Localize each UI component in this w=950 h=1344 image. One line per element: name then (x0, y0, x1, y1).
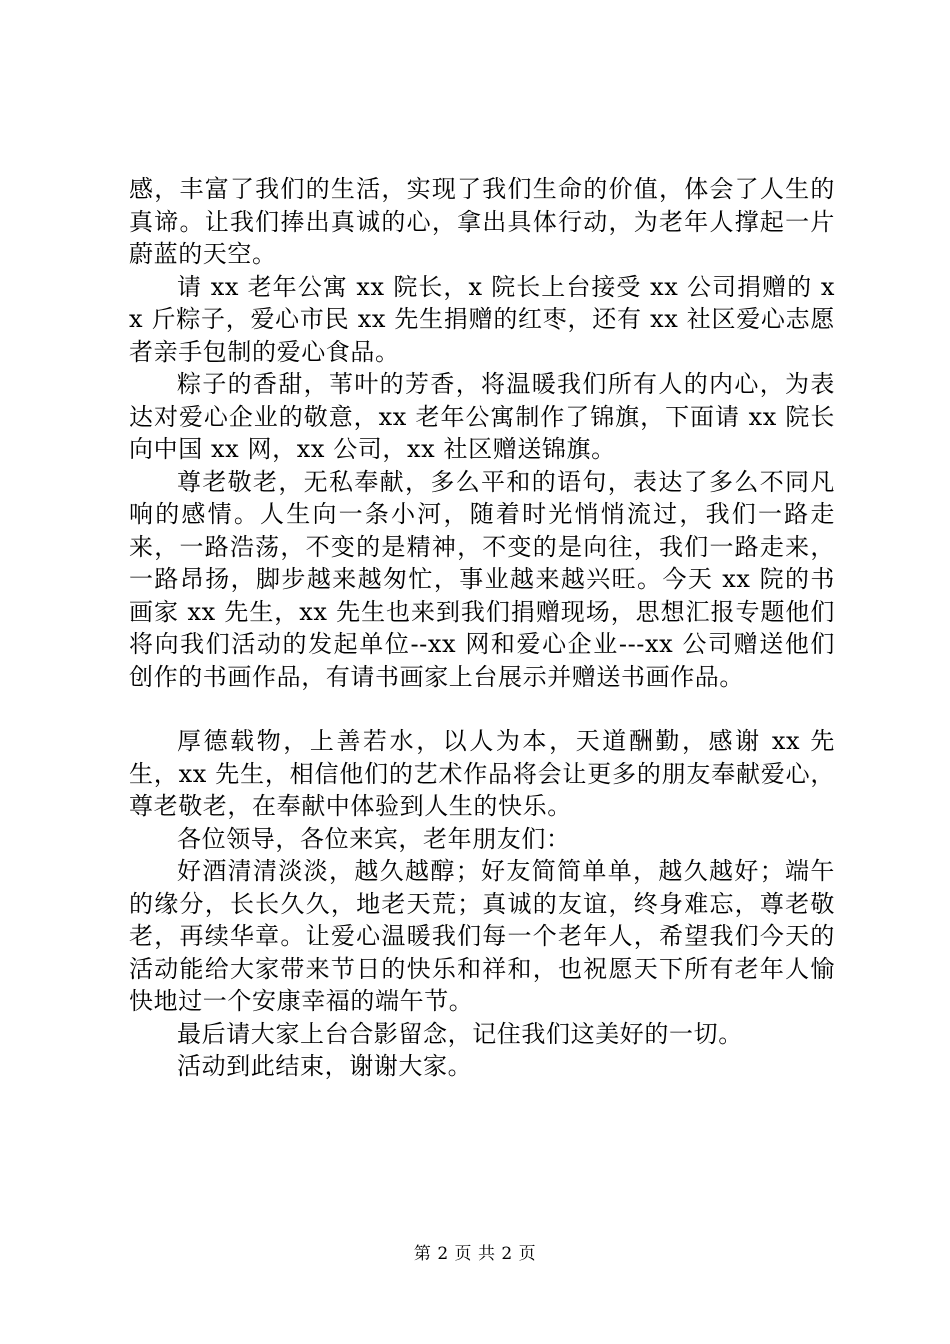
paragraph-thanks: 厚德载物，上善若水，以人为本，天道酬勤，感谢 xx 先生，xx 先生，相信他们的艺术作品将会让更多的朋友奉献爱心，尊老敬老，在奉献中体验到人生的快乐。 (129, 727, 835, 820)
paragraph-continuation: 感，丰富了我们的生活，实现了我们生命的价值，体会了人生的真谛。让我们捧出真诚的心，拿出具体行动，为老年人撑起一片蔚蓝的天空。 (129, 175, 835, 268)
paragraph-donation-acceptance: 请 xx 老年公寓 xx 院长，x 院长上台接受 xx 公司捐赠的 xx 斤粽子，爱心市民 xx 先生捐赠的红枣，还有 xx 社区爱心志愿者亲手包制的爱心食品。 (129, 272, 835, 366)
paragraph-closing: 活动到此结束，谢谢大家。 (177, 1052, 473, 1080)
paragraph-group-photo: 最后请大家上台合影留念，记住我们这美好的一切。 (177, 1019, 743, 1048)
document-body (129, 173, 835, 1083)
paragraph-banner-presentation: 粽子的香甜，苇叶的芳香，将温暖我们所有人的内心，为表达对爱心企业的敬意，xx 老年公寓制作了锦旗，下面请 xx 院长向中国 xx 网，xx 公司，xx 社区赠送锦旗。 (129, 370, 835, 463)
paragraph-calligraphy-gift: 尊老敬老，无私奉献，多么平和的语句，表达了多么不同凡响的感情。人生向一条小河，随着时光悄悄流过，我们一路走来，一路浩荡，不变的是精神，不变的是向往，我们一路走来，一路昂扬，脚步越来越匆忙，事业越来越兴旺。今天 xx 院的书画家 xx 先生，xx 先生也来到我们捐赠现场，思想汇报专题他们将向我们活动的发起单位--xx 网和爱心企业---xx 公司赠送他们创作的书画作品，有请书画家上台展示并赠送书画作品。 (129, 467, 835, 691)
paragraph-greeting: 各位领导，各位来宾，老年朋友们： (177, 824, 571, 853)
page-number-footer: 第 2 页 共 2 页 (413, 1244, 537, 1264)
paragraph-blessing: 好酒清清淡淡，越久越醇；好友简简单单，越久越好；端午的缘分，长长久久，地老天荒；真诚的友谊，终身难忘，尊老敬老，再续华章。让爱心温暖我们每一个老年人，希望我们今天的活动能给大家带来节日的快乐和祥和，也祝愿天下所有老年人愉快地过一个安康幸福的端午节。 (129, 857, 835, 1015)
